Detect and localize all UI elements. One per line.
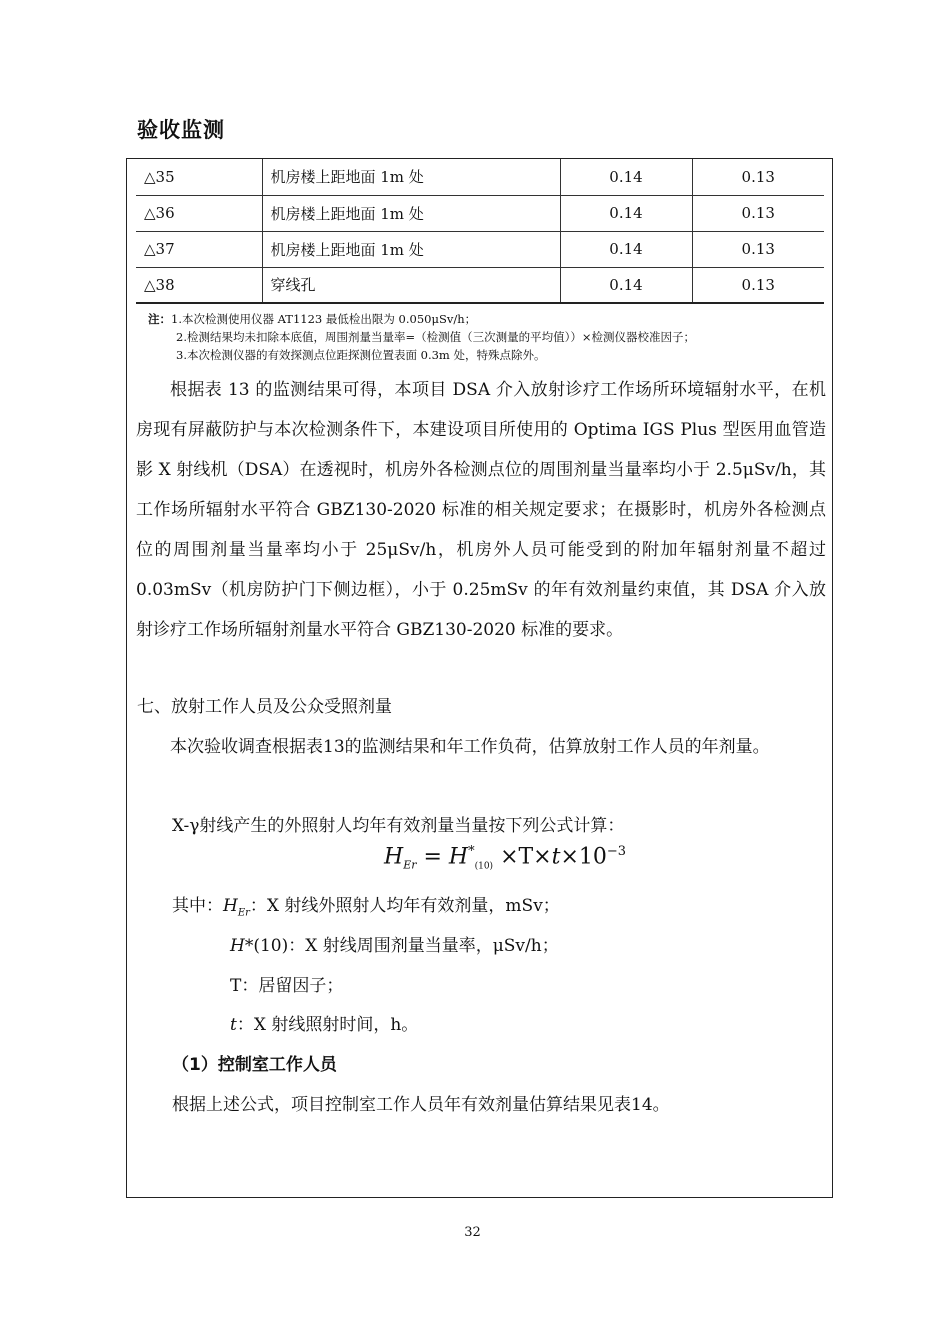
- location-cell: 机房楼上距地面 1m 处: [262, 159, 560, 195]
- formula-intro: X-γ射线产生的外照射人均年有效剂量当量按下列公式计算：: [172, 816, 625, 836]
- where-line-2: H*(10)：X 射线周围剂量当量率，μSv/h；: [230, 936, 559, 956]
- table-row: [136, 195, 824, 231]
- location-cell: 穿线孔: [262, 267, 560, 303]
- where-line-3: T：居留因子；: [230, 976, 344, 996]
- paragraph-estimate: 本次验收调查根据表13的监测结果和年工作负荷，估算放射工作人员的年剂量。: [170, 737, 770, 757]
- point-id-cell: △38: [136, 267, 262, 303]
- note-3: 3.本次检测仪器的有效探测点位距探测位置表面 0.3m 处，特殊点除外。: [176, 348, 546, 362]
- note-1: 注：1.本次检测使用仪器 AT1123 最低检出限为 0.050μSv/h；: [148, 312, 477, 326]
- subsection-control-room: （1）控制室工作人员: [172, 1055, 337, 1075]
- where-line-1: 其中：$H_{Er}$：X 射线外照射人均年有效剂量，mSv；: [172, 896, 560, 919]
- paragraph-results: 根据表 13 的监测结果可得，本项目 DSA 介入放射诊疗工作场所环境辐射水平，在机房现有屏蔽防护与本次检测条件下，本建设项目所使用的 Optima IGS Plus 型医用血管造影 X 射线机（DSA）在透视时，机房外各检测点位的周围剂量当量率均小于 2.5μSv/h，其工作场所辐射水平符合 GBZ130-2020 标准的相关规定要求；在摄影时，机房外各检测点位的周围剂量当量率均小于 25μSv/h，机房外人员可能受到的附加年辐射剂量不超过 0.03mSv（机房防护门下侧边框），小于 0.25mSv 的年有效剂量约束值，其 DSA 介入放射诊疗工作场所辐射剂量水平符合 GBZ130-2020 标准的要求。: [136, 380, 826, 640]
- point-id-cell: △37: [136, 231, 262, 267]
- table-notes: [148, 310, 695, 364]
- page-number: 32: [464, 1225, 481, 1240]
- value-2-cell: 0.13: [692, 267, 824, 303]
- location-cell: 机房楼上距地面 1m 处: [262, 231, 560, 267]
- point-id-cell: △35: [136, 159, 262, 195]
- value-2-cell: 0.13: [692, 231, 824, 267]
- value-1-cell: 0.14: [560, 231, 692, 267]
- value-2-cell: 0.13: [692, 195, 824, 231]
- page-title: 验收监测: [137, 118, 225, 142]
- value-1-cell: 0.14: [560, 195, 692, 231]
- table-row: [136, 267, 824, 303]
- point-id-cell: △36: [136, 195, 262, 231]
- value-1-cell: 0.14: [560, 267, 692, 303]
- paragraph-table14: 根据上述公式，项目控制室工作人员年有效剂量估算结果见表14。: [172, 1095, 670, 1115]
- dose-formula: $H_{Er} = H^*_{(10)} \times T\times t\times 10^{-3}$: [384, 844, 627, 872]
- table-row: [136, 231, 824, 267]
- monitoring-table: [136, 159, 824, 304]
- value-2-cell: 0.13: [692, 159, 824, 195]
- section-heading-7: 七、放射工作人员及公众受照剂量: [137, 697, 392, 717]
- value-1-cell: 0.14: [560, 159, 692, 195]
- note-2: 2.检测结果均未扣除本底值，周围剂量当量率=（检测值（三次测量的平均值））×检测仪器校准因子；: [176, 330, 695, 344]
- where-line-4: t：X 射线照射时间，h。: [230, 1015, 419, 1035]
- note-label: 注：: [148, 312, 171, 326]
- table-row: [136, 159, 824, 195]
- location-cell: 机房楼上距地面 1m 处: [262, 195, 560, 231]
